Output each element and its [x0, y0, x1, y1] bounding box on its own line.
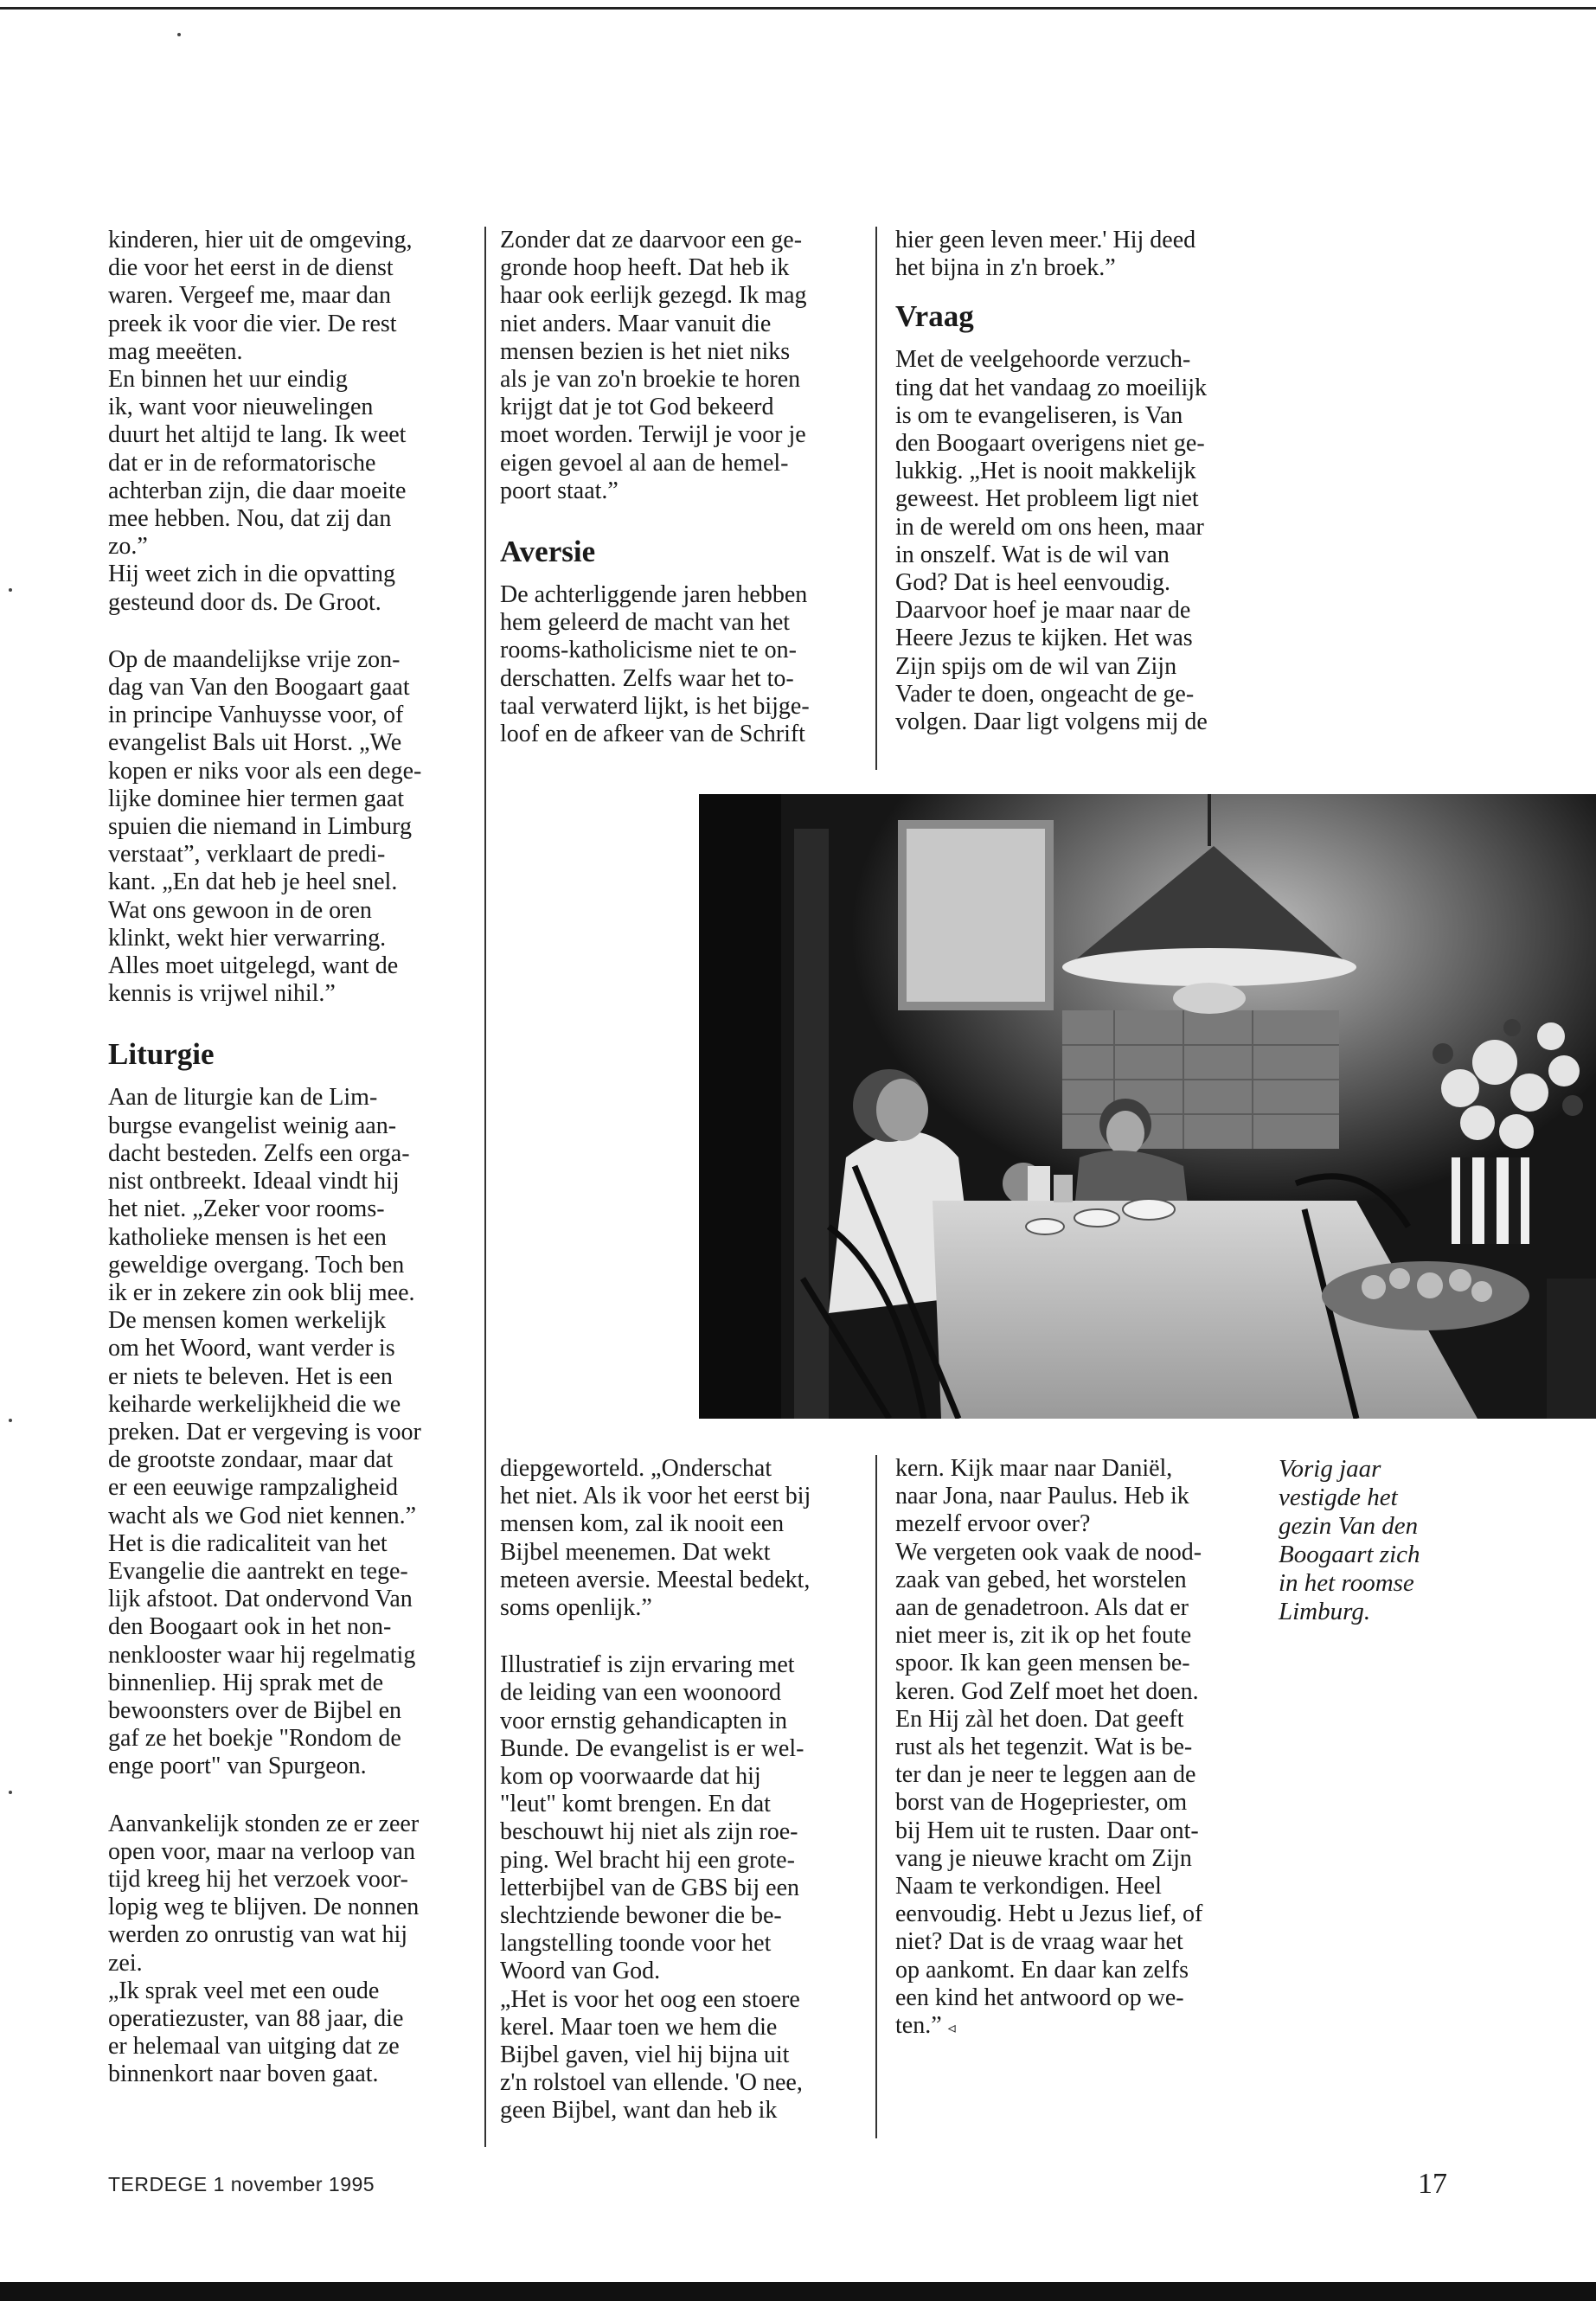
photo-caption: Vorig jaar vestigde het gezin Van den Boogaart zich in het roomse Limburg. [1279, 1455, 1420, 1625]
article-column-3-continued [895, 1455, 1254, 2041]
article-column-2-continued [500, 1455, 859, 2155]
end-of-article-mark: ◃ [947, 2019, 956, 2037]
column-divider [875, 1455, 877, 2138]
paragraph: Met de veelgehoorde verzuch- ting dat het vandaag zo moeilijk is om te evangeliseren, is Van den Boogaart overigens niet ge- lukkig. „Het is nooit makkelijk geweest. Het probleem ligt niet in de wereld om ons heen, maar in onszelf. Wat is de wil van God? Dat is heel eenvoudig. Daarvoor hoef je maar naar de Heere Jezus te kijken. Het was Zijn spijs om de wil van Zijn Vader te doen, ongeacht de ge- volgen. Daar ligt volgens mij de [895, 346, 1208, 736]
scan-speck [9, 1791, 12, 1794]
footer-publication: TERDEGE 1 november 1995 [108, 2173, 375, 2195]
column-divider [484, 227, 486, 2147]
paragraph: hier geen leven meer.' Hij deed het bijna in z'n broek.” [895, 227, 1196, 282]
subheading-liturgie: Liturgie [108, 1037, 215, 1072]
scan-speck [9, 588, 12, 592]
paragraph: Aanvankelijk stonden ze er zeer open voor, maar na verloop van tijd kreeg hij het verzoek voor- lopig weg te blijven. De nonnen werden zo onrustig van wat hij zei. „Ik sprak veel met een oude operatiezuster, van 88 jaar, die er helemaal van uitging dat ze binnenkort naar boven gaat. [108, 1810, 420, 2088]
article-column-3 [895, 227, 1254, 736]
paragraph: kinderen, hier uit de omgeving, die voor het eerst in de dienst waren. Vergeef me, maar dan preek ik voor die vier. De rest mag meeëten. En binnen het uur eindig ik, want voor nieuwelingen duurt het altijd te lang. Ik weet dat er in de reformatorische achterban zijn, die daar moeite mee hebben. Nou, dat zij dan zo.” Hij weet zich in die opvatting gesteund door ds. De Groot. [108, 227, 413, 616]
paragraph: Zonder dat ze daarvoor een ge- gronde hoop heeft. Dat heb ik haar ook eerlijk gezegd. Ik mag niet anders. Maar vanuit die mensen bezien is het niet niks als je van zo'n broekie te horen krijgt dat je tot God bekeerd moet worden. Terwijl je voor je eigen gevoel al aan de hemel- poort staat.” [500, 227, 807, 504]
subheading-aversie: Aversie [500, 535, 596, 569]
paragraph: De achterliggende jaren hebben hem geleerd de macht van het rooms-katholicisme niet te on- derschatten. Zelfs waar het to- taal verwaterd lijkt, is het bijge- loof en de afkeer van de Schrift [500, 581, 810, 748]
paragraph [895, 1455, 1202, 2039]
article-column-2 [500, 227, 859, 748]
scan-speck [177, 33, 181, 36]
paragraph-text: kern. Kijk maar naar Daniël, naar Jona, naar Paulus. Heb ik mezelf ervoor over? We vergeten ook vaak de nood- zaak van gebed, het worstelen aan de genadetroon. Als dat er niet meer is, zit ik op het foute spoor. Ik kan geen mensen be- keren. God Zelf moet het doen. En Hij zàl het doen. Dat geeft rust als het tegenzit. Wat is be- ter dan je neer te leggen aan de borst van de Hogepriester, om bij Hem uit te rusten. Daar ont- vang je nieuwe kracht om Zijn Naam te verkondigen. Heel eenvoudig. Hebt u Jezus lief, of niet? Dat is de vraag waar het op aankomt. En daar kan zelfs een kind het antwoord op we- ten.” [895, 1455, 1203, 2040]
paragraph: Aan de liturgie kan de Lim- burgse evangelist weinig aan- dacht besteden. Zelfs een orga- nist ontbreekt. Ideaal vindt hij het niet. „Zeker voor rooms- katholieke mensen is het een geweldige overgang. Toch ben ik er in zekere zin ook blij mee. De mensen komen werkelijk om het Woord, want verder is er niets te beleven. Het is een keiharde werkelijkheid die we preken. Dat er vergeving is voor de grootste zondaar, maar dat er een eeuwige rampzaligheid wacht als we God niet kennen.” Het is die radicaliteit van het Evangelie die aantrekt en tege- lijk afstoot. Dat ondervond Van den Boogaart ook in het non- nenklooster waar hij regelmatig binnenliep. Hij sprak met de bewoonsters over de Bijbel en gaf ze het boekje "Rondom de enge poort" van Spurgeon. [108, 1084, 421, 1780]
paragraph: Op de maandelijkse vrije zon- dag van Van den Boogaart gaat in principe Vanhuysse voor, of evangelist Bals uit Horst. „We kopen er niks voor als een dege- lijke dominee hier termen gaat spuien die niemand in Limburg verstaat”, verklaart de predi- kant. „En dat heb je heel snel. Wat ons gewoon in de oren klinkt, wekt hier verwarring. Alles moet uitgelegd, want de kennis is vrijwel nihil.” [108, 645, 422, 1008]
subheading-vraag: Vraag [895, 299, 974, 334]
scan-speck [9, 1419, 12, 1422]
article-column-1 [108, 227, 476, 2118]
page-number: 17 [1418, 2168, 1447, 2200]
paragraph: diepgeworteld. „Onderschat het niet. Als ik voor het eerst bij mensen kom, zal ik nooit een Bijbel meenemen. Dat wekt meteen aversie. Meestal bedekt, soms openlijk.” [500, 1455, 811, 1622]
column-divider [875, 227, 877, 770]
top-rule [0, 7, 1596, 10]
family-dining-photo [699, 794, 1596, 1419]
paragraph: Illustratief is zijn ervaring met de leiding van een woonoord voor ernstig gehandicapten in Bunde. De evangelist is er wel- kom op voorwaarde dat hij "leut" komt brengen. En dat beschouwt hij niet als zijn roe- ping. Wel bracht hij een grote- letterbijbel van de GBS bij een slechtziende bewoner die be- langstelling toonde voor het Woord van God. „Het is voor het oog een stoere kerel. Maar toen we hem die Bijbel gaven, viel hij bijna uit z'n rolstoel van ellende. 'O nee, geen Bijbel, want dan heb ik [500, 1651, 804, 2125]
bottom-rule [0, 2282, 1596, 2301]
